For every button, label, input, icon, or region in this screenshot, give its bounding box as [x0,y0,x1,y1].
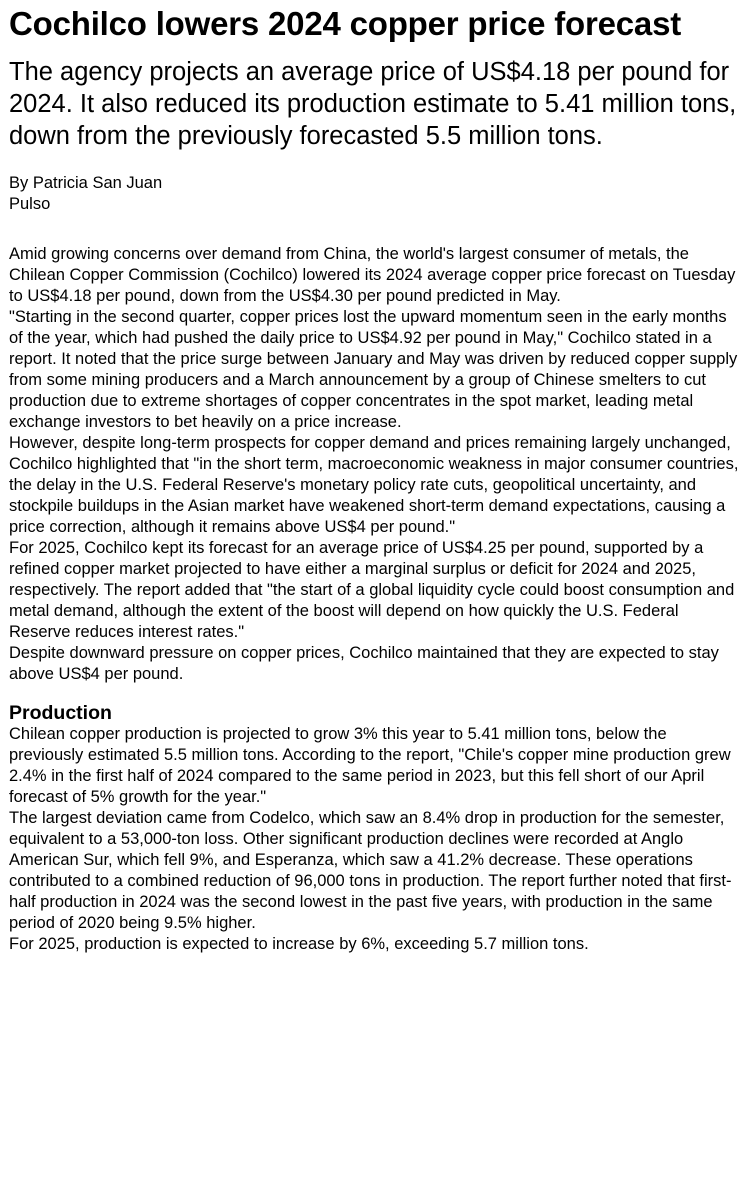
production-paragraph: The largest deviation came from Codelco, which saw an 8.4% drop in production for the semester, equivalent to a 53,000-ton loss. Other significant production declines were recorded at Anglo American Sur, which fell 9%, and Esperanza, which saw a 41.2% decrease. These operations contributed to a combined reduction of 96,000 tons in production. The report further noted that first-half production in 2024 was the second lowest in the past five years, with production in the same period of 2020 being 9.5% higher. [9,809,732,932]
body-paragraph: However, despite long-term prospects for copper demand and prices remaining largely unchanged, Cochilco highlighted that "in the short term, macroeconomic weakness in major consumer countries, the delay in the U.S. Federal Reserve's monetary policy rate cuts, geopolitical uncertainty, and stockpile buildups in the Asian market have weakened short-term demand expectations, causing a price correction, although it remains above US$4 per pound." [9,434,739,536]
production-paragraph: Chilean copper production is projected to grow 3% this year to 5.41 million tons, below the previously estimated 5.5 million tons. According to the report, "Chile's copper mine production grew 2.4% in the first half of 2024 compared to the same period in 2023, but this fell short of our April forecast of 5% growth for the year." [9,725,731,806]
byline-author: By Patricia San Juan [9,174,163,192]
body-paragraph: "Starting in the second quarter, copper prices lost the upward momentum seen in the early months of the year, which had pushed the daily price to US$4.92 per pound in May," Cochilco stated in a report. It noted that the price surge between January and May was driven by reduced copper supply from some mining producers and a March announcement by a group of Chinese smelters to cut production due to extreme shortages of copper concentrates in the spot market, leading metal exchange investors to bet heavily on a price increase. [9,308,738,431]
byline-outlet: Pulso [9,195,51,213]
production-section [9,724,740,955]
body-paragraph: Amid growing concerns over demand from China, the world's largest consumer of metals, the Chilean Copper Commission (Cochilco) lowered its 2024 average copper price forecast on Tuesday to US$4.18 per pound, down from the US$4.30 per pound predicted in May. [9,245,736,305]
article-body [9,244,740,685]
article [0,3,740,955]
subheadline: The agency projects an average price of US$4.18 per pound for 2024. It also reduced its production estimate to 5.41 million tons, down from the previously forecasted 5.5 million tons. [9,58,737,150]
body-paragraph: Despite downward pressure on copper prices, Cochilco maintained that they are expected to stay above US$4 per pound. [9,644,719,683]
section-title-production: Production [9,702,112,724]
body-paragraph: For 2025, Cochilco kept its forecast for an average price of US$4.25 per pound, supported by a refined copper market projected to have either a marginal surplus or deficit for 2024 and 2025, respectively. The report added that "the start of a global liquidity cycle could boost consumption and metal demand, although the extent of the boost will depend on how quickly the U.S. Federal Reserve reduces interest rates." [9,539,735,641]
production-paragraph: For 2025, production is expected to increase by 6%, exceeding 5.7 million tons. [9,935,589,953]
byline [9,173,740,215]
headline: Cochilco lowers 2024 copper price forecast [9,5,682,42]
